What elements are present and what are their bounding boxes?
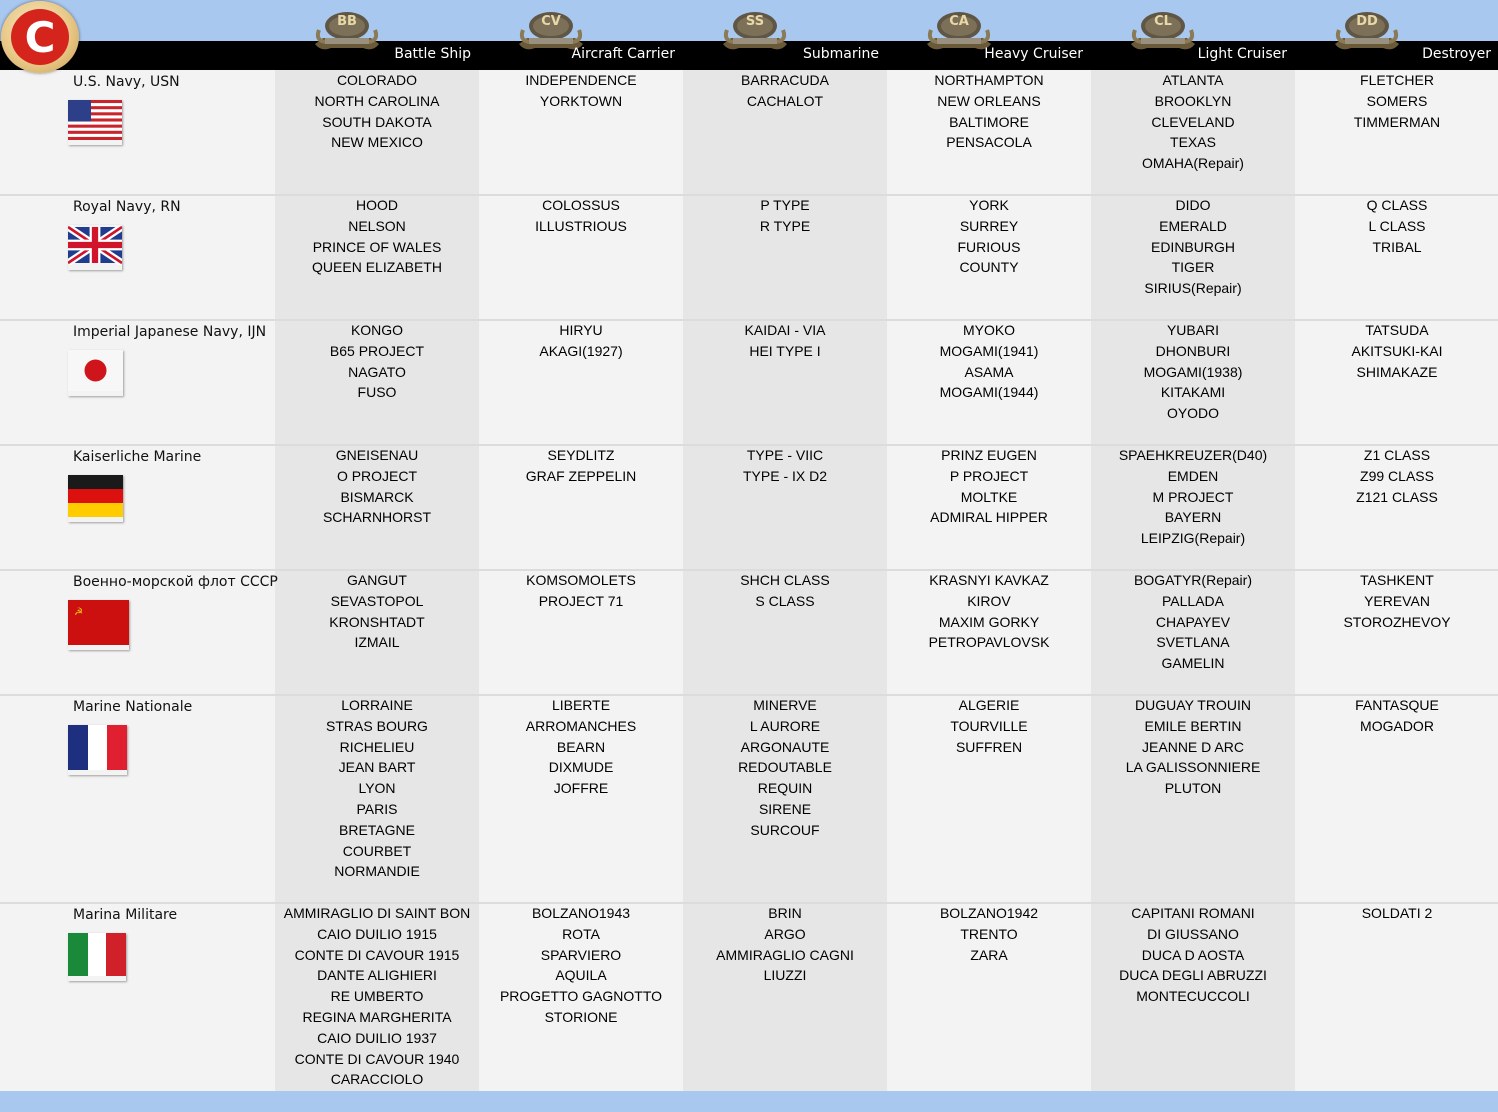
ship-name: R TYPE: [759, 217, 811, 234]
ship-name: COLORADO: [336, 72, 418, 88]
ship-name: YUBARI: [1166, 322, 1220, 338]
navy-row: [0, 570, 1498, 695]
ship-name: GNEISENAU: [335, 447, 419, 463]
ship-name: LIUZZI: [763, 967, 807, 984]
ship-name: SEYDLITZ: [547, 447, 615, 463]
ship-name: NORTH CAROLINA: [314, 92, 440, 109]
ship-class-code: CL: [1154, 14, 1172, 29]
ship-list-cl: [1091, 570, 1295, 674]
column-header-2: [479, 0, 683, 70]
ship-name: SHCH CLASS: [740, 572, 830, 588]
ship-list-cv: [479, 320, 683, 362]
ship-name: ATLANTA: [1162, 72, 1224, 88]
flag-uk-icon: [68, 225, 122, 270]
ship-name: CLEVELAND: [1151, 113, 1235, 130]
ship-name: EMERALD: [1159, 217, 1227, 234]
ship-name: CARACCIOLO: [330, 1071, 424, 1088]
ship-list-cl: [1091, 903, 1295, 1007]
column-header-label: Destroyer: [1422, 46, 1491, 62]
ship-name: MOGAMI(1941): [939, 342, 1039, 359]
ship-name: REQUIN: [757, 780, 813, 797]
ship-name: Q CLASS: [1366, 197, 1428, 213]
ship-name: NEW MEXICO: [331, 134, 423, 151]
ship-name: PETROPAVLOVSK: [928, 634, 1050, 651]
ship-name: EMDEN: [1167, 467, 1219, 484]
column-header-label: Light Cruiser: [1197, 46, 1287, 62]
column-header-label: Aircraft Carrier: [571, 46, 675, 62]
ship-name: JEAN BART: [338, 759, 416, 776]
ship-name: YORK: [969, 197, 1009, 213]
ship-name: S CLASS: [755, 592, 815, 609]
ship-name: MONTECUCCOLI: [1136, 988, 1250, 1005]
ship-name: PARIS: [356, 800, 398, 817]
ship-name: LEIPZIG(Repair): [1140, 530, 1246, 547]
ship-name: ALGERIE: [958, 697, 1020, 713]
ship-name: CAIO DUILIO 1937: [317, 1029, 437, 1046]
ship-name: NAGATO: [348, 363, 406, 380]
ship-name: STORIONE: [544, 1008, 618, 1025]
ship-name: HEI TYPE I: [749, 342, 821, 359]
ship-name: B65 PROJECT: [329, 342, 425, 359]
ship-name: BOLZANO1943: [531, 905, 631, 921]
ship-name: SEVASTOPOL: [330, 592, 424, 609]
ship-class-badge-icon: [719, 8, 791, 58]
ship-name: BISMARCK: [340, 488, 414, 505]
ship-list-ss: [683, 445, 887, 487]
ship-list-cv: [479, 903, 683, 1028]
ship-name: AQUILA: [555, 967, 607, 984]
ship-name: FURIOUS: [957, 238, 1021, 255]
ship-name: PENSACOLA: [946, 134, 1032, 151]
ship-list-dd: [1295, 195, 1498, 257]
ship-name: PLUTON: [1164, 780, 1222, 797]
ship-name: TATSUDA: [1365, 322, 1429, 338]
ship-name: DHONBURI: [1155, 342, 1231, 359]
ship-name: TIMMERMAN: [1353, 113, 1441, 130]
ship-name: SOLDATI 2: [1361, 905, 1433, 921]
ship-name: P TYPE: [760, 197, 810, 213]
ship-name: TYPE - VIIC: [746, 447, 824, 463]
navy-row: [0, 695, 1498, 903]
column-header-4: [887, 0, 1091, 70]
ship-class-code: CV: [541, 14, 561, 29]
ship-list-bb: [275, 195, 479, 278]
svg-text:☭: ☭: [74, 607, 83, 618]
ship-name: ARGONAUTE: [740, 738, 830, 755]
ship-name: SCHARNHORST: [322, 509, 432, 526]
ship-name: GANGUT: [347, 572, 407, 588]
ship-name: STRAS BOURG: [326, 717, 428, 734]
ship-name: SURCOUF: [750, 821, 820, 838]
ship-name: NEW ORLEANS: [937, 92, 1041, 109]
navy-row: [0, 445, 1498, 570]
ship-name: Z121 CLASS: [1356, 488, 1438, 505]
ship-name: PROGETTO GAGNOTTO: [499, 988, 663, 1005]
ship-name: DUGUAY TROUIN: [1135, 697, 1251, 713]
ship-name: MOGADOR: [1360, 717, 1434, 734]
ship-name: EMILE BERTIN: [1144, 717, 1242, 734]
ship-list-cv: [479, 570, 683, 612]
column-header-3: [683, 0, 887, 70]
ship-name: MAXIM GORKY: [938, 613, 1040, 630]
ship-name: DI GIUSSANO: [1147, 925, 1239, 942]
navy-name: Kaiserliche Marine: [73, 449, 202, 465]
ship-name: TEXAS: [1170, 134, 1216, 151]
ship-name: PALLADA: [1162, 592, 1224, 609]
ship-name: KONGO: [350, 322, 404, 338]
ship-list-ca: [887, 320, 1091, 403]
ship-name: JEANNE D ARC: [1142, 738, 1244, 755]
ship-name: O PROJECT: [336, 467, 418, 484]
ship-name: M PROJECT: [1152, 488, 1234, 505]
ship-class-code: SS: [745, 14, 765, 29]
ship-name: IZMAIL: [354, 634, 400, 651]
ship-name: REDOUTABLE: [738, 759, 832, 776]
flag-japan-icon: [68, 350, 123, 396]
ship-name: KAIDAI - VIA: [744, 322, 826, 338]
column-header-5: [1091, 0, 1295, 70]
ship-name: EDINBURGH: [1150, 238, 1235, 255]
ship-name: DANTE ALIGHIERI: [317, 967, 437, 984]
ship-list-cv: [479, 445, 683, 487]
ship-name: BOLZANO1942: [939, 905, 1039, 921]
ship-name: OMAHA(Repair): [1142, 155, 1244, 172]
ship-name: Z1 CLASS: [1363, 447, 1431, 463]
ship-list-dd: [1295, 320, 1498, 382]
ship-name: ARGO: [764, 925, 806, 942]
ship-name: SURREY: [959, 217, 1019, 234]
ship-list-bb: [275, 70, 479, 153]
navy-name: Marina Militare: [73, 907, 178, 923]
ship-list-cv: [479, 695, 683, 799]
ship-name: SPARVIERO: [540, 946, 622, 963]
ship-name: ADMIRAL HIPPER: [930, 509, 1048, 526]
ship-name: PRINZ EUGEN: [941, 447, 1037, 463]
ship-name: ZARA: [970, 946, 1008, 963]
column-header-1: [275, 0, 479, 70]
navy-name: Imperial Japanese Navy, IJN: [73, 324, 267, 340]
navy-row: [0, 903, 1498, 1091]
ship-name: BOGATYR(Repair): [1134, 572, 1252, 588]
ship-list-cl: [1091, 70, 1295, 174]
ship-list-ss: [683, 320, 887, 362]
ship-name: SHIMAKAZE: [1356, 363, 1438, 380]
ship-name: LYON: [358, 780, 396, 797]
ship-list-cl: [1091, 445, 1295, 549]
ship-name: LIBERTE: [551, 697, 611, 713]
ship-class-badge-icon: [1331, 8, 1403, 58]
ship-list-ss: [683, 695, 887, 841]
ship-list-ca: [887, 70, 1091, 153]
ship-name: FLETCHER: [1360, 72, 1434, 88]
ship-list-cl: [1091, 695, 1295, 799]
ship-list-ss: [683, 570, 887, 612]
ship-class-badge-icon: [311, 8, 383, 58]
ship-name: REGINA MARGHERITA: [302, 1008, 452, 1025]
ship-name: SOUTH DAKOTA: [322, 113, 432, 130]
ship-list-ss: [683, 903, 887, 986]
ship-name: CHAPAYEV: [1155, 613, 1231, 630]
ship-list-bb: [275, 570, 479, 653]
ship-name: BEARN: [556, 738, 606, 755]
ship-name: RICHELIEU: [339, 738, 415, 755]
ship-name: KRONSHTADT: [329, 613, 425, 630]
ship-list-bb: [275, 695, 479, 882]
ship-name: FANTASQUE: [1355, 697, 1439, 713]
ship-name: MINERVE: [753, 697, 817, 713]
ship-name: TRENTO: [960, 925, 1018, 942]
ship-list-dd: [1295, 70, 1498, 132]
clan-logo: [1, 1, 79, 73]
navy-name: Marine Nationale: [73, 699, 193, 715]
ship-name: NELSON: [348, 217, 406, 234]
ship-name: CONTE DI CAVOUR 1940: [294, 1050, 460, 1067]
ship-class-code: CA: [949, 14, 969, 29]
ship-name: GRAF ZEPPELIN: [525, 467, 637, 484]
ship-name: BROOKLYN: [1154, 92, 1232, 109]
ship-name: LORRAINE: [341, 697, 413, 713]
ship-name: COURBET: [342, 842, 412, 859]
navy-row: [0, 320, 1498, 445]
flag-usa-icon: [68, 100, 122, 145]
flag-germany-icon: [68, 475, 123, 522]
ship-name: DUCA D AOSTA: [1141, 946, 1245, 963]
flag-ussr-icon: [68, 600, 129, 650]
ship-list-dd: [1295, 445, 1498, 507]
ship-name: CAPITANI ROMANI: [1131, 905, 1255, 921]
ship-name: BAYERN: [1164, 509, 1222, 526]
ship-name: L CLASS: [1368, 217, 1426, 234]
ship-name: DUCA DEGLI ABRUZZI: [1119, 967, 1267, 984]
ship-name: LA GALISSONNIERE: [1125, 759, 1261, 776]
flag-italy-icon: [68, 933, 126, 981]
ship-list-bb: [275, 320, 479, 403]
ship-list-ss: [683, 70, 887, 112]
ship-list-bb: [275, 445, 479, 528]
ship-name: COLOSSUS: [542, 197, 620, 213]
ship-name: QUEEN ELIZABETH: [312, 259, 442, 276]
ship-name: ILLUSTRIOUS: [535, 217, 627, 234]
ship-class-code: BB: [337, 14, 357, 29]
ship-list-dd: [1295, 695, 1498, 737]
ship-name: BRETAGNE: [339, 821, 415, 838]
ship-name: TASHKENT: [1360, 572, 1434, 588]
ship-name: L AURORE: [749, 717, 821, 734]
ship-name: OYODO: [1166, 405, 1220, 422]
ship-name: NORTHAMPTON: [934, 72, 1044, 88]
ship-name: ARROMANCHES: [525, 717, 637, 734]
footer-band: [0, 1091, 1498, 1112]
ship-name: YEREVAN: [1364, 592, 1430, 609]
ship-name: AMMIRAGLIO CAGNI: [716, 946, 854, 963]
ship-name: BARRACUDA: [741, 72, 829, 88]
ship-name: KIROV: [967, 592, 1011, 609]
ship-list-ca: [887, 570, 1091, 653]
ship-list-ca: [887, 445, 1091, 528]
ship-list-ss: [683, 195, 887, 237]
ship-name: PROJECT 71: [538, 592, 624, 609]
ship-name: COUNTY: [959, 259, 1019, 276]
ship-name: INDEPENDENCE: [525, 72, 637, 88]
ship-name: SVETLANA: [1156, 634, 1230, 651]
ship-list-dd: [1295, 903, 1498, 924]
ship-name: KITAKAMI: [1160, 384, 1226, 401]
ship-name: KOMSOMOLETS: [526, 572, 636, 588]
column-header-6: [1295, 0, 1498, 70]
ship-list-cv: [479, 70, 683, 112]
ship-name: TYPE - IX D2: [742, 467, 828, 484]
navy-name: Военно-морской флот СССР: [73, 574, 278, 590]
ship-name: SUFFREN: [955, 738, 1023, 755]
ship-name: MOGAMI(1938): [1143, 363, 1243, 380]
ship-name: YORKTOWN: [539, 92, 623, 109]
ship-name: PRINCE OF WALES: [312, 238, 442, 255]
column-header-label: Heavy Cruiser: [984, 46, 1083, 62]
ship-name: TIGER: [1171, 259, 1215, 276]
navy-row: [0, 70, 1498, 195]
ship-name: AMMIRAGLIO DI SAINT BON: [283, 905, 471, 921]
ship-name: DIDO: [1175, 197, 1211, 213]
ship-name: BALTIMORE: [949, 113, 1029, 130]
ship-name: ROTA: [562, 925, 600, 942]
navy-name: U.S. Navy, USN: [73, 74, 180, 90]
ship-name: ASAMA: [964, 363, 1014, 380]
ship-name: CAIO DUILIO 1915: [317, 925, 437, 942]
ship-name: AKAGI(1927): [539, 342, 623, 359]
flag-france-icon: [68, 725, 127, 775]
column-header-label: Battle Ship: [394, 46, 471, 62]
column-header-label: Submarine: [803, 46, 879, 62]
ship-name: MOLTKE: [960, 488, 1018, 505]
ship-name: P PROJECT: [949, 467, 1029, 484]
ship-list-cl: [1091, 195, 1295, 299]
ship-name: HIRYU: [559, 322, 603, 338]
ship-name: KRASNYI KAVKAZ: [929, 572, 1049, 588]
ship-name: NORMANDIE: [334, 863, 420, 880]
ship-name: MOGAMI(1944): [939, 384, 1039, 401]
ship-list-ca: [887, 195, 1091, 278]
ship-list-cl: [1091, 320, 1295, 424]
ship-name: DIXMUDE: [548, 759, 614, 776]
ship-name: HOOD: [356, 197, 398, 213]
ship-name: TRIBAL: [1372, 238, 1422, 255]
ship-list-bb: [275, 903, 479, 1090]
logo-letter: C: [11, 9, 69, 65]
navy-row: [0, 195, 1498, 320]
ship-list-ca: [887, 695, 1091, 757]
ship-name: JOFFRE: [553, 780, 609, 797]
ship-name: STOROZHEVOY: [1343, 613, 1451, 630]
ship-name: CACHALOT: [746, 92, 824, 109]
ship-class-code: DD: [1356, 14, 1378, 29]
ship-name: SIRIUS(Repair): [1144, 280, 1242, 297]
ship-name: SIRENE: [758, 800, 812, 817]
ship-name: AKITSUKI-KAI: [1351, 342, 1443, 359]
ship-name: FUSO: [357, 384, 397, 401]
ship-name: BRIN: [768, 905, 802, 921]
ship-class-badge-icon: [1127, 8, 1199, 58]
ship-name: CONTE DI CAVOUR 1915: [294, 946, 460, 963]
ship-name: SPAEHKREUZER(D40): [1118, 447, 1268, 463]
ship-list-cv: [479, 195, 683, 237]
ship-list-dd: [1295, 570, 1498, 632]
navy-name: Royal Navy, RN: [73, 199, 181, 215]
ship-name: TOURVILLE: [950, 717, 1028, 734]
ship-name: Z99 CLASS: [1360, 467, 1434, 484]
ship-name: RE UMBERTO: [330, 988, 424, 1005]
ship-name: SOMERS: [1366, 92, 1428, 109]
ship-name: GAMELIN: [1161, 655, 1225, 672]
ship-list-ca: [887, 903, 1091, 965]
ship-name: MYOKO: [962, 322, 1016, 338]
